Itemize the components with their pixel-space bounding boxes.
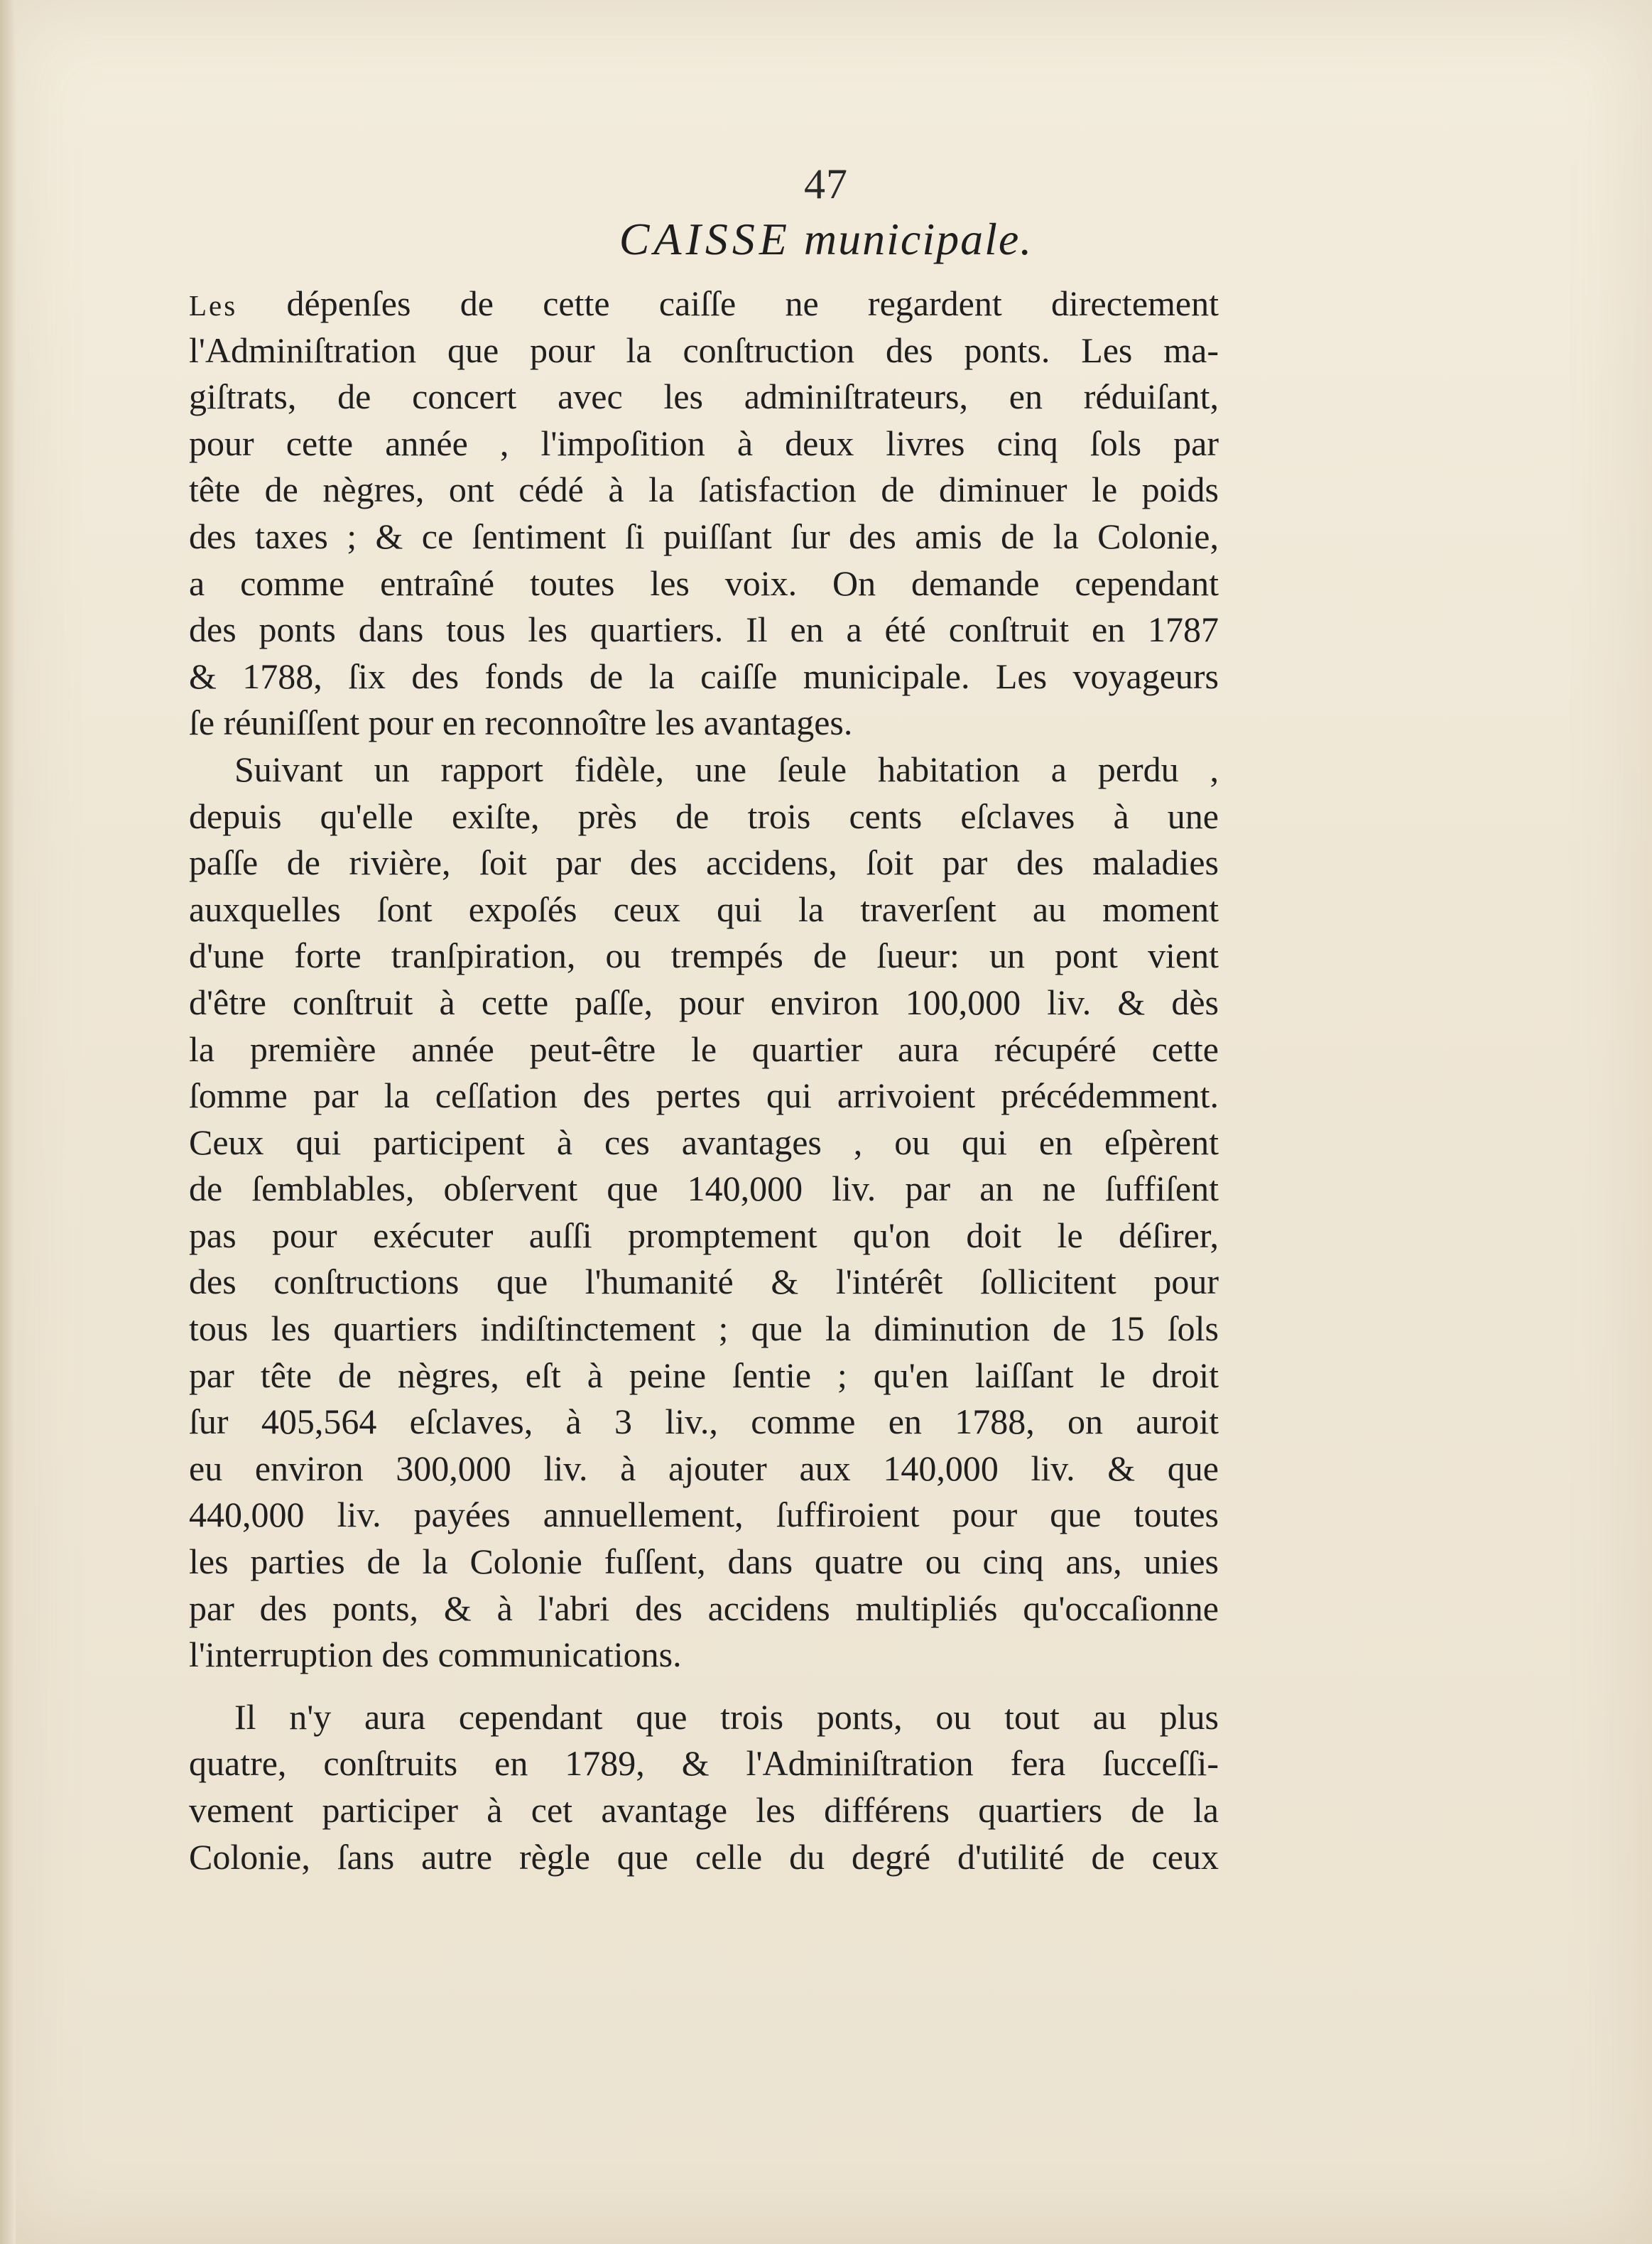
text-line: des ponts dans tous les quartiers. Il en a été conſtruit en 1787: [189, 609, 1219, 650]
text-line: d'être conſtruit à cette paſſe, pour environ 100,000 liv. & dès: [189, 982, 1219, 1022]
text-line: quatre, conſtruits en 1789, & l'Adminiſtration fera ſucceſſi-: [189, 1743, 1219, 1784]
text-line: ſur 405,564 eſclaves, à 3 liv., comme en 1788, on auroit: [189, 1402, 1219, 1442]
page-edge: [0, 0, 16, 2244]
drop-caps-word: Les: [189, 289, 238, 322]
text-line: tête de nègres, ont cédé à la ſatisfaction de diminuer le poids: [189, 470, 1219, 510]
text-line: par des ponts, & à l'abri des accidens multipliés qu'occaſionne: [189, 1588, 1219, 1628]
text-line: la première année peut-être le quartier aura récupéré cette: [189, 1029, 1219, 1069]
text-line: d'une forte tranſpiration, ou trempés de ſueur: un pont vient: [189, 936, 1219, 976]
text-line: pas pour exécuter auſſi promptement qu'on doit le déſirer,: [189, 1215, 1219, 1255]
text-line: ſe réuniſſent pour en reconnoître les avantages.: [189, 703, 853, 743]
section-title-rest: municipale.: [790, 214, 1033, 264]
text-line: Colonie, ſans autre règle que celle du degré d'utilité de ceux: [189, 1836, 1219, 1877]
text-line: vement participer à cet avantage les différens quartiers de la: [189, 1790, 1219, 1830]
text-line: Ceux qui participent à ces avantages , ou qui en eſpèrent: [189, 1122, 1219, 1162]
section-title: [0, 213, 1652, 266]
text-line: ſomme par la ceſſation des pertes qui arrivoient précédemment.: [189, 1075, 1219, 1116]
text-line: giſtrats, de concert avec les adminiſtrateurs, en réduiſant,: [189, 376, 1219, 417]
text-line: auxquelles ſont expoſés ceux qui la traverſent au moment: [189, 889, 1219, 929]
text-line: a comme entraîné toutes les voix. On demande cependant: [189, 563, 1219, 603]
text-line: les parties de la Colonie fuſſent, dans quatre ou cinq ans, unies: [189, 1541, 1219, 1582]
text-line: tous les quartiers indiſtinctement ; que la diminution de 15 ſols: [189, 1308, 1219, 1349]
text-line: des conſtructions que l'humanité & l'intérêt ſollicitent pour: [189, 1262, 1219, 1302]
text-line: l'interruption des communications.: [189, 1635, 682, 1675]
text-line: & 1788, ſix des fonds de la caiſſe municipale. Les voyageurs: [189, 656, 1219, 696]
text-line: paſſe de rivière, ſoit par des accidens, ſoit par des maladies: [189, 842, 1219, 883]
page-number: 47: [804, 161, 848, 207]
text-line: de ſemblables, obſervent que 140,000 liv. par an ne ſuffiſent: [189, 1169, 1219, 1209]
text-line: par tête de nègres, eſt à peine ſentie ; qu'en laiſſant le droit: [189, 1355, 1219, 1395]
text-line: eu environ 300,000 liv. à ajouter aux 140,000 liv. & que: [189, 1448, 1219, 1488]
body-text: [189, 281, 1219, 1880]
text-line: Il n'y aura cependant que trois ponts, ou tout au plus: [234, 1696, 1219, 1737]
text-line: Les dépenſes de cette caiſſe ne regardent directement: [189, 283, 1219, 323]
text-line: Suivant un rapport fidèle, une ſeule habitation a perdu ,: [234, 749, 1219, 789]
section-title-caps: CAISSE: [619, 214, 791, 264]
text-line: depuis qu'elle exiſte, près de trois cents eſclaves à une: [189, 796, 1219, 836]
text-line: des taxes ; & ce ſentiment ſi puiſſant ſur des amis de la Colonie,: [189, 516, 1219, 556]
text-line: 440,000 liv. payées annuellement, ſuffiroient pour que toutes: [189, 1495, 1219, 1535]
text-line: l'Adminiſtration que pour la conſtruction des ponts. Les ma-: [189, 330, 1219, 370]
text-line: pour cette année , l'impoſition à deux livres cinq ſols par: [189, 423, 1219, 463]
